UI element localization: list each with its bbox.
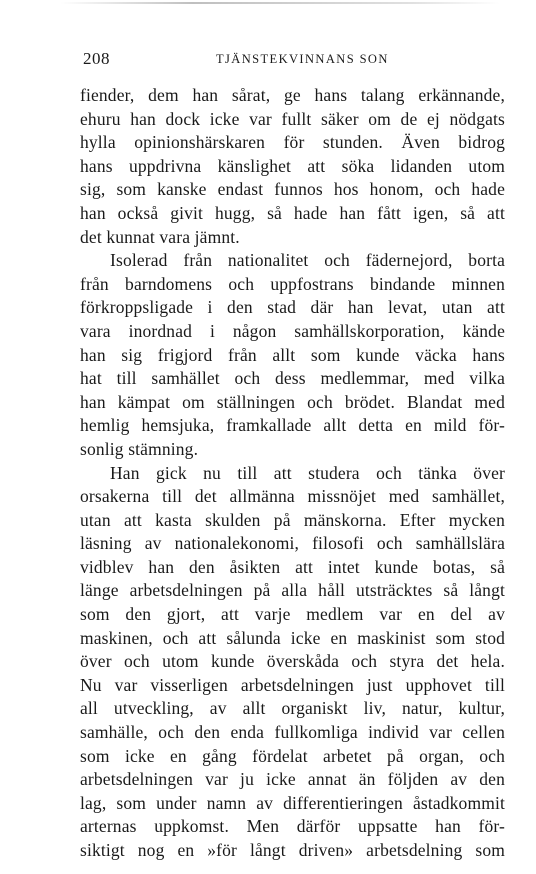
text-line: sonlig stämning. bbox=[80, 438, 199, 459]
text-line: han kämpat om ställningen och brödet. Blandat med bbox=[80, 391, 505, 412]
text-line: ehuru han dock icke var fullt säker om de ej nödgats bbox=[80, 108, 505, 129]
running-head bbox=[83, 49, 503, 71]
text-line: länge arbetsdelningen på alla håll utsträcktes så långt bbox=[80, 580, 505, 601]
text-line: samhälle, och den enda fullkomliga individ var cellen bbox=[80, 722, 505, 743]
text-line: det kunnat vara jämnt. bbox=[80, 226, 240, 247]
running-title: TJÄNSTEKVINNANS SON bbox=[216, 52, 389, 66]
page-number: 208 bbox=[83, 49, 110, 68]
text-line: siktigt nog en »för långt driven» arbetsdelning som bbox=[80, 840, 505, 860]
text-line: utan att kasta skulden på mänskorna. Efter mycken bbox=[80, 509, 505, 530]
text-line: vara inordnad i någon samhällskorporation, kände bbox=[80, 320, 505, 341]
text-line: från barndomens och uppfostrans bindande minnen bbox=[80, 273, 505, 294]
text-line: fiender, dem han sårat, ge hans talang erkännande, bbox=[80, 85, 505, 105]
text-line: hylla opinionshärskaren för stunden. Även bidrog bbox=[80, 132, 505, 153]
text-line: arternas uppkomst. Men därför uppsatte han för- bbox=[80, 816, 505, 837]
text-line: vidblev han den åsikten att intet kunde botas, så bbox=[80, 556, 505, 577]
paragraph-first-line: Han gick nu till att studera och tänka över bbox=[110, 462, 505, 483]
text-line: orsakerna till det allmänna missnöjet med samhället, bbox=[80, 486, 505, 507]
top-edge-shadow bbox=[60, 2, 500, 4]
text-line: all utveckling, av allt organiskt liv, natur, kultur, bbox=[80, 698, 505, 719]
text-line: läsning av nationalekonomi, filosofi och samhällslära bbox=[80, 533, 505, 554]
text-line: han sig frigjord från allt som kunde väcka hans bbox=[80, 344, 505, 365]
text-line: över och utom kunde överskåda och styra det hela. bbox=[80, 651, 505, 672]
text-line: sig, som kanske endast funnos hos honom, och hade bbox=[80, 179, 505, 200]
text-line: hans uppdrivna känslighet att söka lidanden utom bbox=[80, 155, 505, 176]
text-line: han också givit hugg, så hade han fått igen, så att bbox=[80, 202, 505, 223]
text-line: som icke en gång fördelat arbetet på organ, och bbox=[80, 745, 505, 766]
text-line: arbetsdelningen var ju icke annat än följden av den bbox=[80, 769, 505, 790]
paragraph-first-line: Isolerad från nationalitet och fädernejord, borta bbox=[110, 250, 505, 271]
text-line: hemlig hemsjuka, framkallade allt detta en mild för- bbox=[80, 415, 505, 436]
text-line: Nu var visserligen arbetsdelningen just upphovet till bbox=[80, 674, 505, 695]
text-line: förkroppsligade i den stad där han levat, utan att bbox=[80, 297, 505, 318]
body-text bbox=[80, 84, 505, 863]
text-line: lag, som under namn av differentieringen åstadkommit bbox=[80, 792, 505, 813]
text-line: maskinen, och att sålunda icke en maskinist som stod bbox=[80, 627, 505, 648]
text-line: som den gjort, att varje medlem var en del av bbox=[80, 604, 505, 625]
text-line: hat till samhället och dess medlemmar, med vilka bbox=[80, 368, 505, 389]
